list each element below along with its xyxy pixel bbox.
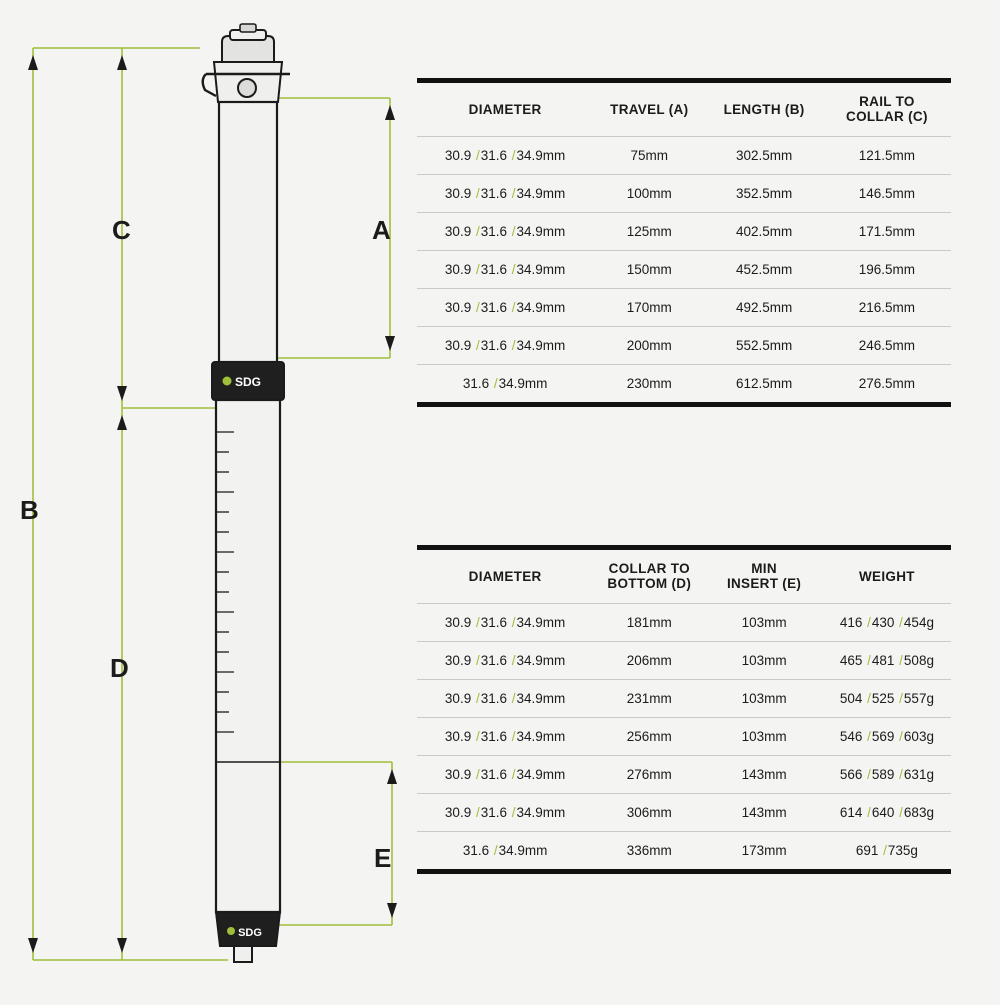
cell-length: 352.5mm [705, 175, 822, 213]
cell-length: 402.5mm [705, 213, 822, 251]
cell-rail-to-collar: 216.5mm [823, 289, 951, 327]
table-row [417, 327, 951, 365]
cell-diameter: 31.6 /34.9mm [462, 376, 548, 392]
header-diameter: DIAMETER [468, 101, 542, 117]
collar-brand-label: SDG [234, 375, 262, 389]
cell-weight: 566 /589 /631g [823, 756, 951, 794]
table-row [417, 794, 951, 832]
table-row [417, 175, 951, 213]
cell-diameter: 30.9 /31.6 /34.9mm [417, 213, 593, 251]
header-length: LENGTH (B) [723, 101, 805, 117]
cell-rail-to-collar: 121.5mm [823, 137, 951, 175]
dimension-label-c: C [112, 215, 132, 245]
cell-diameter: 30.9 /31.6 /34.9mm [417, 251, 593, 289]
cell-diameter: 30.9 /31.6 /34.9mm [417, 175, 593, 213]
cell-collar-to-bottom: 256mm [593, 718, 705, 756]
table-row [417, 642, 951, 680]
cell-travel: 150mm [593, 251, 705, 289]
cell-travel: 170mm [593, 289, 705, 327]
cell-diameter: 30.9 /31.6 /34.9mm [417, 289, 593, 327]
cell-rail-to-collar: 246.5mm [823, 327, 951, 365]
cell-length: 492.5mm [705, 289, 822, 327]
table-row [417, 137, 951, 175]
base-brand-label: SDG [238, 927, 262, 939]
table-2 [417, 545, 951, 869]
cell-length: 302.5mm [705, 137, 822, 175]
header-weight: WEIGHT [859, 568, 915, 584]
table-row [417, 365, 951, 403]
cell-diameter: 30.9 /31.6 /34.9mm [417, 327, 593, 365]
cell-min-insert: 103mm [705, 680, 822, 718]
cell-min-insert: 103mm [705, 642, 822, 680]
header-rail-to-collar: RAIL TO COLLAR (C) [846, 94, 928, 125]
cell-min-insert: 143mm [705, 794, 822, 832]
table-1-bottom-rule [417, 402, 951, 407]
cell-collar-to-bottom: 306mm [593, 794, 705, 832]
cell-travel: 125mm [593, 213, 705, 251]
cell-weight: 614 /640 /683g [823, 794, 951, 832]
cell-min-insert: 103mm [705, 718, 822, 756]
cell-diameter: 30.9 /31.6 /34.9mm [417, 756, 593, 794]
cell-weight: 416 /430 /454g [823, 604, 951, 642]
dimension-label-a: A [372, 215, 392, 245]
cell-collar-to-bottom: 336mm [626, 843, 672, 859]
table-header-row [417, 81, 951, 137]
table-row [417, 289, 951, 327]
cell-travel: 230mm [626, 376, 672, 392]
cell-min-insert: 173mm [741, 843, 787, 859]
header-min-insert: MIN INSERT (E) [726, 561, 802, 592]
table-row [417, 251, 951, 289]
cell-diameter: 30.9 /31.6 /34.9mm [417, 604, 593, 642]
table-row [417, 604, 951, 642]
table-row [417, 832, 951, 870]
cell-collar-to-bottom: 181mm [593, 604, 705, 642]
cell-collar-to-bottom: 206mm [593, 642, 705, 680]
cell-weight: 546 /569 /603g [823, 718, 951, 756]
cell-diameter: 30.9 /31.6 /34.9mm [417, 718, 593, 756]
header-diameter: DIAMETER [468, 568, 542, 584]
table-row [417, 718, 951, 756]
cell-rail-to-collar: 146.5mm [823, 175, 951, 213]
spec-table-travel-length [417, 78, 951, 407]
dimension-label-e: E [374, 843, 392, 873]
cell-diameter: 31.6 /34.9mm [462, 843, 548, 859]
table-1-header [417, 81, 951, 137]
cell-weight: 465 /481 /508g [823, 642, 951, 680]
dimension-label-d: D [110, 653, 130, 683]
cell-travel: 75mm [593, 137, 705, 175]
cell-diameter: 30.9 /31.6 /34.9mm [417, 680, 593, 718]
cell-rail-to-collar: 196.5mm [823, 251, 951, 289]
cell-length: 612.5mm [735, 376, 793, 392]
cell-min-insert: 103mm [705, 604, 822, 642]
table-2-body [417, 604, 951, 870]
header-collar-to-bottom: COLLAR TO BOTTOM (D) [607, 561, 692, 592]
spec-table-weight-insert [417, 545, 951, 874]
table-1-body [417, 137, 951, 403]
table-row [417, 756, 951, 794]
seatpost-drawing [0, 0, 410, 1000]
cell-length: 452.5mm [705, 251, 822, 289]
seatpost-illustration [203, 24, 290, 962]
cell-travel: 100mm [593, 175, 705, 213]
seatpost-dimension-diagram [0, 0, 410, 1000]
table-row [417, 213, 951, 251]
cell-min-insert: 143mm [705, 756, 822, 794]
cell-weight: 691 /735g [855, 843, 918, 859]
cell-rail-to-collar: 171.5mm [823, 213, 951, 251]
cell-diameter: 30.9 /31.6 /34.9mm [417, 642, 593, 680]
table-2-bottom-rule [417, 869, 951, 874]
cell-rail-to-collar: 276.5mm [858, 376, 916, 392]
table-row [417, 680, 951, 718]
cell-collar-to-bottom: 276mm [593, 756, 705, 794]
cell-length: 552.5mm [705, 327, 822, 365]
dimension-label-b: B [20, 495, 40, 525]
header-travel: TRAVEL (A) [610, 101, 689, 117]
table-1 [417, 78, 951, 402]
cell-travel: 200mm [593, 327, 705, 365]
cell-diameter: 30.9 /31.6 /34.9mm [417, 794, 593, 832]
cell-weight: 504 /525 /557g [823, 680, 951, 718]
cell-diameter: 30.9 /31.6 /34.9mm [417, 137, 593, 175]
table-2-header [417, 548, 951, 604]
table-header-row [417, 548, 951, 604]
cell-collar-to-bottom: 231mm [593, 680, 705, 718]
